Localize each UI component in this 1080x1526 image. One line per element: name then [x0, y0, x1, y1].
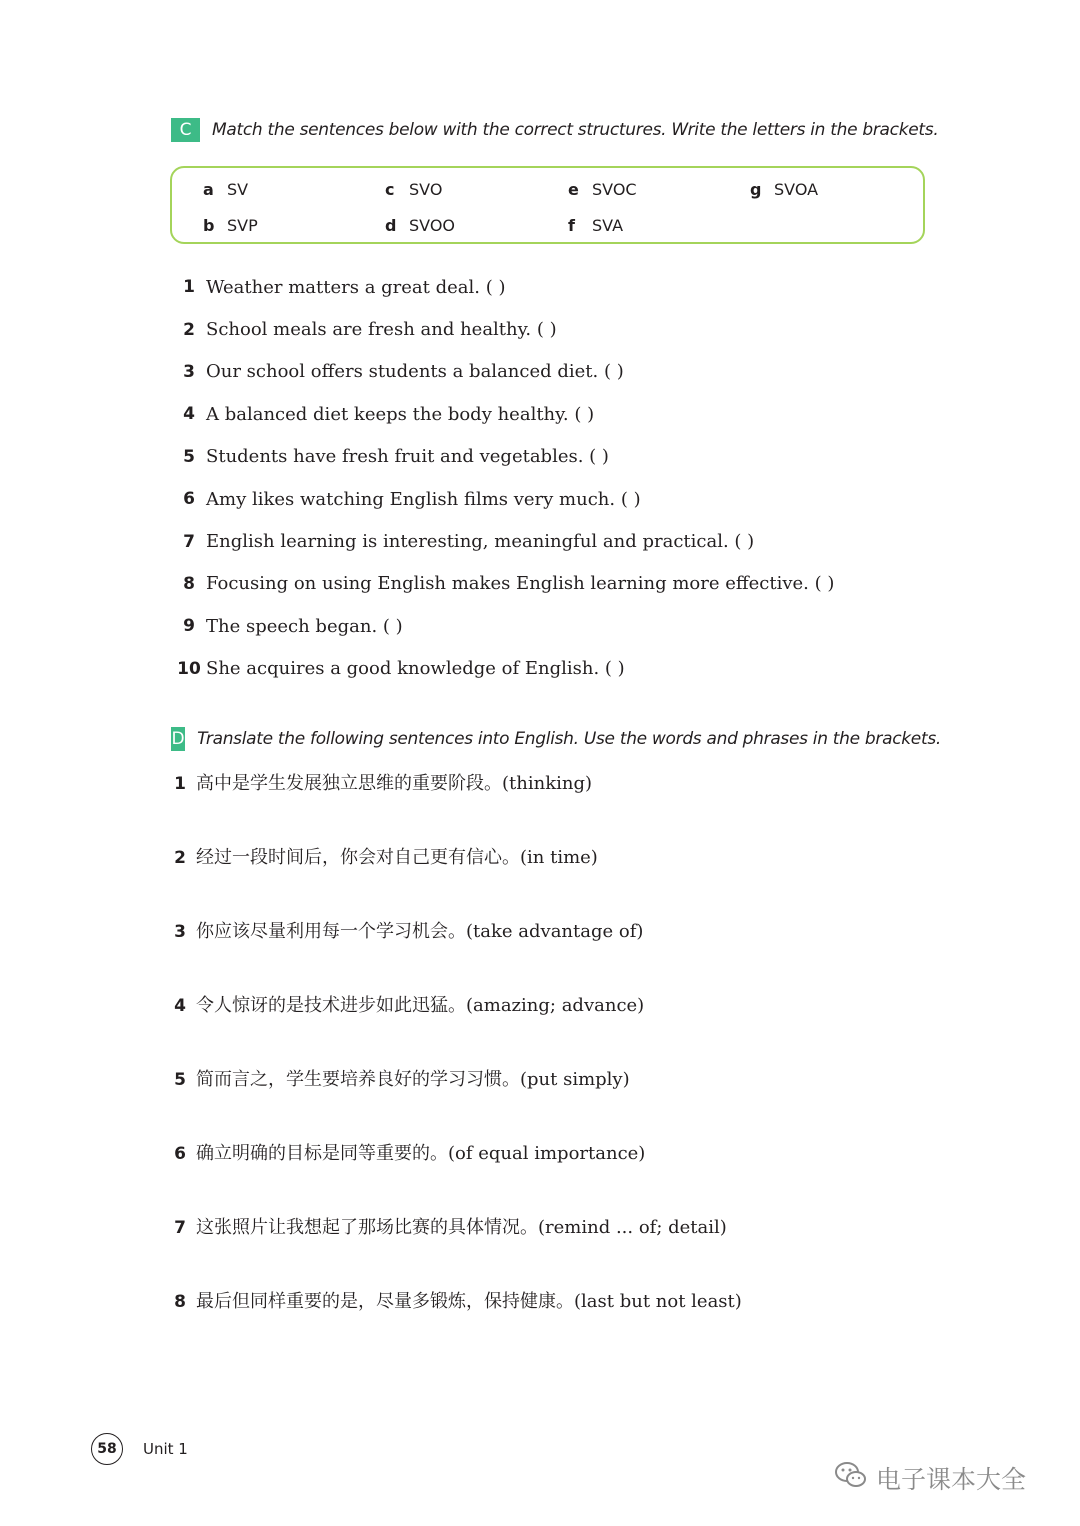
section-d-translation-list: [164, 765, 964, 1357]
section-d: [171, 726, 941, 752]
question-number: 8: [183, 573, 195, 594]
unit-label: Unit 1: [143, 1440, 188, 1458]
watermark: [834, 1460, 1026, 1496]
wechat-icon: [834, 1460, 868, 1496]
question-text: Students have fresh fruit and vegetables. ( ): [206, 446, 609, 468]
translation-item: [164, 913, 964, 987]
structure-letter: c: [385, 180, 395, 199]
structure-letter: d: [385, 216, 397, 235]
translation-number: 7: [174, 1218, 186, 1238]
question-number: 7: [183, 531, 195, 552]
question-number: 4: [183, 404, 195, 425]
translation-item: [164, 1135, 964, 1209]
translation-item: [164, 839, 964, 913]
structure-option-c: [385, 180, 442, 199]
question-item: [172, 393, 932, 435]
question-text: School meals are fresh and healthy. ( ): [206, 319, 557, 341]
structure-options-box: [170, 166, 925, 244]
question-text: Amy likes watching English films very much. ( ): [206, 488, 641, 510]
translation-text: 经过一段时间后，你会对自己更有信心。(in time): [196, 847, 598, 868]
page-number: 58: [91, 1433, 123, 1465]
question-text: A balanced diet keeps the body healthy. ( ): [206, 403, 595, 425]
structure-option-b: [203, 216, 258, 235]
question-item: [172, 563, 932, 605]
translation-text: 你应该尽量利用每一个学习机会。(take advantage of): [196, 921, 644, 942]
structure-label: SVOC: [592, 180, 637, 199]
translation-item: [164, 1209, 964, 1283]
question-text: Focusing on using English makes English learning more effective. ( ): [206, 573, 835, 595]
translation-number: 3: [174, 922, 186, 942]
section-c-badge: C: [171, 118, 200, 142]
structure-letter: f: [568, 216, 575, 235]
section-c: [171, 117, 941, 143]
translation-number: 5: [174, 1070, 186, 1090]
translation-text: 高中是学生发展独立思维的重要阶段。(thinking): [196, 773, 592, 794]
translation-item: [164, 987, 964, 1061]
translation-item: [164, 765, 964, 839]
section-d-header: [171, 726, 941, 752]
translation-number: 8: [174, 1292, 186, 1312]
structure-option-f: [568, 216, 623, 235]
translation-text: 这张照片让我想起了那场比赛的具体情况。(remind ... of; detail): [196, 1217, 727, 1238]
question-item: [172, 648, 932, 690]
question-item: [172, 266, 932, 308]
question-item: [172, 520, 932, 562]
question-number: 2: [183, 319, 195, 340]
translation-item: [164, 1061, 964, 1135]
translation-text: 确立明确的目标是同等重要的。(of equal importance): [196, 1143, 646, 1164]
question-number: 1: [183, 277, 195, 298]
translation-number: 4: [174, 996, 186, 1016]
structure-option-g: [750, 180, 818, 199]
section-c-header: [171, 117, 941, 143]
structure-option-d: [385, 216, 455, 235]
structure-option-e: [568, 180, 637, 199]
question-text: The speech began. ( ): [206, 615, 403, 637]
structure-label: SVP: [227, 216, 258, 235]
question-item: [172, 478, 932, 520]
question-text: English learning is interesting, meaningful and practical. ( ): [206, 531, 755, 553]
question-item: [172, 436, 932, 478]
structure-label: SVOO: [409, 216, 456, 235]
translation-number: 1: [174, 774, 186, 794]
question-number: 10: [177, 658, 201, 679]
section-d-instruction: Translate the following sentences into English. Use the words and phrases in the brackets.: [197, 729, 941, 749]
structure-option-a: [203, 180, 248, 199]
translation-item: [164, 1283, 964, 1357]
question-text: Our school offers students a balanced diet. ( ): [206, 361, 624, 383]
translation-text: 最后但同样重要的是，尽量多锻炼，保持健康。(last but not least): [196, 1291, 742, 1312]
structure-letter: e: [568, 180, 579, 199]
structure-letter: a: [203, 180, 214, 199]
translation-text: 简而言之，学生要培养良好的学习习惯。(put simply): [196, 1069, 630, 1090]
question-number: 3: [183, 361, 195, 382]
translation-number: 2: [174, 848, 186, 868]
section-d-badge: D: [171, 729, 185, 749]
question-item: [172, 308, 932, 350]
question-number: 9: [183, 616, 195, 637]
question-item: [172, 605, 932, 647]
structure-letter: g: [750, 180, 762, 199]
watermark-text: 电子课本大全: [876, 1465, 1027, 1494]
structure-label: SV: [227, 180, 249, 199]
question-item: [172, 351, 932, 393]
translation-number: 6: [174, 1144, 186, 1164]
section-c-instruction: Match the sentences below with the correct structures. Write the letters in the brackets.: [212, 120, 939, 140]
section-c-question-list: [172, 266, 932, 690]
page-footer: [91, 1433, 188, 1465]
translation-text: 令人惊讶的是技术进步如此迅猛。(amazing; advance): [196, 995, 645, 1016]
structure-label: SVA: [592, 216, 624, 235]
structure-label: SVOA: [774, 180, 819, 199]
question-number: 6: [183, 489, 195, 510]
question-text: Weather matters a great deal. ( ): [206, 276, 506, 298]
structure-label: SVO: [409, 180, 443, 199]
structure-letter: b: [203, 216, 215, 235]
question-number: 5: [183, 446, 195, 467]
question-text: She acquires a good knowledge of English. ( ): [206, 658, 625, 680]
